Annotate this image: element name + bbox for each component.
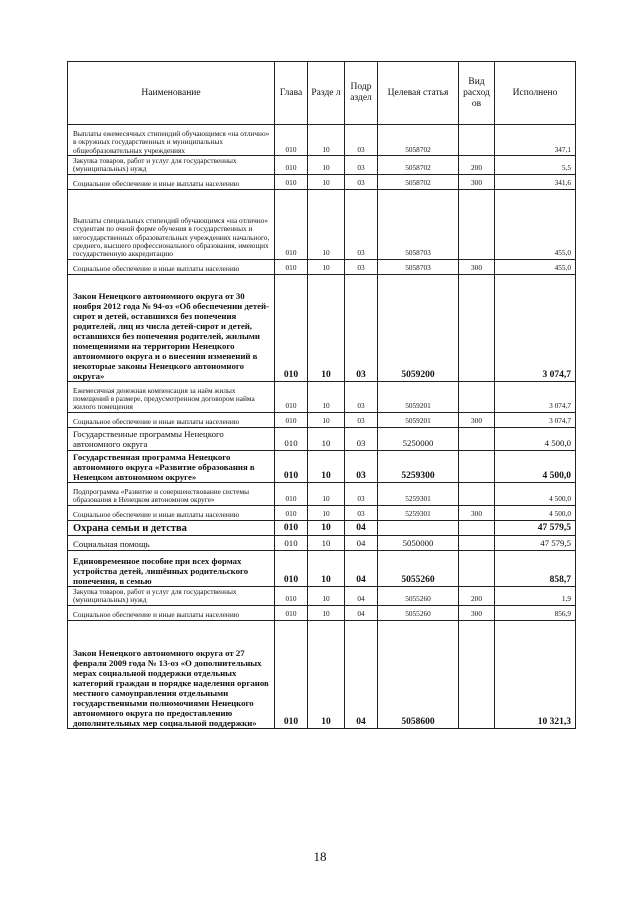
row-podrazdel: 04 (345, 620, 378, 728)
row-target: 5058702 (378, 125, 459, 156)
row-vid: 200 (459, 156, 495, 175)
row-podrazdel: 03 (345, 412, 378, 427)
row-vid (459, 274, 495, 381)
row-vid (459, 535, 495, 550)
row-amount: 341,6 (495, 174, 576, 189)
row-glava: 010 (275, 125, 308, 156)
row-razdel: 10 (308, 381, 345, 412)
row-target: 5055260 (378, 605, 459, 620)
row-podrazdel: 04 (345, 520, 378, 535)
row-name: Государственная программа Ненецкого автономного округа «Развитие образования в Ненецком автономном округе» (68, 450, 275, 482)
page-number: 18 (313, 849, 327, 864)
row-name: Охрана семьи и детства (68, 520, 275, 535)
row-target (378, 520, 459, 535)
row-glava: 010 (275, 427, 308, 450)
row-glava: 010 (275, 586, 308, 605)
row-podrazdel: 03 (345, 189, 378, 259)
table-row (68, 520, 576, 535)
row-target: 5050000 (378, 535, 459, 550)
row-amount: 455,0 (495, 259, 576, 274)
row-name: Социальное обеспечение и иные выплаты населению (68, 412, 275, 427)
header-podrazdel: Подр аздел (345, 62, 378, 125)
row-podrazdel: 04 (345, 550, 378, 586)
row-target: 5059201 (378, 412, 459, 427)
header-name: Наименование (68, 62, 275, 125)
row-name: Выплаты специальных стипендий обучающимся «на отлично» студентам по очной форме обучения в государственных и негосударственных образовательных учреждениях начального, среднего, высшего профессионального образования, имеющих государственную аккредитацию (68, 189, 275, 259)
row-podrazdel: 03 (345, 427, 378, 450)
row-amount: 858,7 (495, 550, 576, 586)
row-podrazdel: 03 (345, 505, 378, 520)
row-vid: 200 (459, 586, 495, 605)
budget-execution-table (67, 61, 576, 729)
row-target: 5250000 (378, 427, 459, 450)
row-target: 5058702 (378, 174, 459, 189)
row-razdel: 10 (308, 550, 345, 586)
row-amount: 4 500,0 (495, 505, 576, 520)
row-target: 5259300 (378, 450, 459, 482)
row-name: Подпрограмма «Развитие и совершенствование системы образования в Ненецком автономном округе» (68, 482, 275, 505)
row-glava: 010 (275, 274, 308, 381)
row-glava: 010 (275, 605, 308, 620)
row-vid (459, 125, 495, 156)
row-target: 5055260 (378, 586, 459, 605)
row-razdel: 10 (308, 427, 345, 450)
row-vid (459, 620, 495, 728)
row-razdel: 10 (308, 482, 345, 505)
table-row (68, 505, 576, 520)
table-row (68, 381, 576, 412)
row-vid (459, 520, 495, 535)
row-glava: 010 (275, 550, 308, 586)
row-name: Закупка товаров, работ и услуг для государственных (муниципальных) нужд (68, 586, 275, 605)
table-row (68, 174, 576, 189)
row-vid (459, 450, 495, 482)
table-row (68, 259, 576, 274)
table-row (68, 125, 576, 156)
row-amount: 455,0 (495, 189, 576, 259)
row-vid (459, 482, 495, 505)
row-podrazdel: 03 (345, 381, 378, 412)
row-podrazdel: 04 (345, 535, 378, 550)
row-razdel: 10 (308, 520, 345, 535)
row-target: 5059201 (378, 381, 459, 412)
table-row (68, 535, 576, 550)
header-done: Исполнено (495, 62, 576, 125)
row-name: Социальное обеспечение и иные выплаты населению (68, 259, 275, 274)
row-podrazdel: 03 (345, 259, 378, 274)
table-row (68, 550, 576, 586)
row-glava: 010 (275, 259, 308, 274)
row-target: 5259301 (378, 482, 459, 505)
row-name: Закон Ненецкого автономного округа от 30 ноября 2012 года № 94-оз «Об обеспечении детей-сирот и детей, оставшихся без попечения родителей, лиц из числа детей-сирот и детей, оставшихся без попечения родителей, жилыми помещениями на территории Ненецкого автономного округа и о внесении изменений в некоторые законы Ненецкого автономного округа» (68, 274, 275, 381)
row-name: Социальная помощь (68, 535, 275, 550)
row-glava: 010 (275, 412, 308, 427)
row-vid: 300 (459, 605, 495, 620)
row-glava: 010 (275, 520, 308, 535)
row-target: 5058702 (378, 156, 459, 175)
row-podrazdel: 03 (345, 482, 378, 505)
row-podrazdel: 03 (345, 274, 378, 381)
row-podrazdel: 03 (345, 125, 378, 156)
row-podrazdel: 03 (345, 450, 378, 482)
row-glava: 010 (275, 381, 308, 412)
row-podrazdel: 04 (345, 605, 378, 620)
row-name: Социальное обеспечение и иные выплаты населению (68, 505, 275, 520)
row-amount: 3 074,7 (495, 412, 576, 427)
table-row (68, 189, 576, 259)
row-amount: 5,5 (495, 156, 576, 175)
row-razdel: 10 (308, 535, 345, 550)
row-amount: 4 500,0 (495, 427, 576, 450)
table-row (68, 427, 576, 450)
row-target: 5058703 (378, 259, 459, 274)
header-target: Целевая статья (378, 62, 459, 125)
table-row (68, 450, 576, 482)
row-vid (459, 427, 495, 450)
row-razdel: 10 (308, 505, 345, 520)
row-vid: 300 (459, 259, 495, 274)
row-glava: 010 (275, 450, 308, 482)
row-razdel: 10 (308, 259, 345, 274)
row-name: Закупка товаров, работ и услуг для государственных (муниципальных) нужд (68, 156, 275, 175)
header-vid: Вид расход ов (459, 62, 495, 125)
header-razdel: Разде л (308, 62, 345, 125)
row-glava: 010 (275, 189, 308, 259)
row-razdel: 10 (308, 605, 345, 620)
row-target: 5059200 (378, 274, 459, 381)
row-glava: 010 (275, 174, 308, 189)
row-podrazdel: 03 (345, 156, 378, 175)
row-name: Государственные программы Ненецкого автономного округа (68, 427, 275, 450)
row-razdel: 10 (308, 586, 345, 605)
row-glava: 010 (275, 535, 308, 550)
table-header-row (68, 62, 576, 125)
row-razdel: 10 (308, 274, 345, 381)
table-row (68, 156, 576, 175)
row-vid: 300 (459, 412, 495, 427)
row-name: Выплаты ежемесячных стипендий обучающимся «на отлично» в окружных государственных и муниципальных общеобразовательных учреждениях (68, 125, 275, 156)
row-razdel: 10 (308, 412, 345, 427)
row-amount: 4 500,0 (495, 450, 576, 482)
row-podrazdel: 03 (345, 174, 378, 189)
row-vid (459, 381, 495, 412)
row-amount: 4 500,0 (495, 482, 576, 505)
row-name: Единовременное пособие при всех формах устройства детей, лишённых родительского попечения, в семью (68, 550, 275, 586)
row-vid: 300 (459, 505, 495, 520)
row-vid (459, 550, 495, 586)
row-vid: 300 (459, 174, 495, 189)
row-amount: 10 321,3 (495, 620, 576, 728)
row-razdel: 10 (308, 125, 345, 156)
row-target: 5055260 (378, 550, 459, 586)
table-row (68, 482, 576, 505)
row-glava: 010 (275, 620, 308, 728)
row-amount: 1,9 (495, 586, 576, 605)
row-razdel: 10 (308, 450, 345, 482)
row-amount: 3 074,7 (495, 381, 576, 412)
row-glava: 010 (275, 505, 308, 520)
row-amount: 3 074,7 (495, 274, 576, 381)
row-name: Ежемесячная денежная компенсация за наём жилых помещений в размере, предусмотренном договором найма жилого помещения (68, 381, 275, 412)
row-amount: 47 579,5 (495, 535, 576, 550)
row-razdel: 10 (308, 189, 345, 259)
row-podrazdel: 04 (345, 586, 378, 605)
row-vid (459, 189, 495, 259)
table-row (68, 605, 576, 620)
table-row (68, 274, 576, 381)
header-glava: Глава (275, 62, 308, 125)
table-body (68, 125, 576, 729)
row-amount: 47 579,5 (495, 520, 576, 535)
table-row (68, 620, 576, 728)
row-razdel: 10 (308, 174, 345, 189)
row-glava: 010 (275, 156, 308, 175)
row-name: Социальное обеспечение и иные выплаты населению (68, 605, 275, 620)
table-row (68, 412, 576, 427)
row-amount: 347,1 (495, 125, 576, 156)
row-razdel: 10 (308, 156, 345, 175)
row-target: 5058703 (378, 189, 459, 259)
row-amount: 856,9 (495, 605, 576, 620)
table-row (68, 586, 576, 605)
row-name: Закон Ненецкого автономного округа от 27 февраля 2009 года № 13-оз «О дополнительных мерах социальной поддержки отдельных категорий граждан и порядке наделения органов местного самоуправления отдельными государственными полномочиями Ненецкого автономного округа по предоставлению дополнительных мер социальной поддержки» (68, 620, 275, 728)
row-target: 5058600 (378, 620, 459, 728)
row-glava: 010 (275, 482, 308, 505)
row-name: Социальное обеспечение и иные выплаты населению (68, 174, 275, 189)
row-target: 5259301 (378, 505, 459, 520)
row-razdel: 10 (308, 620, 345, 728)
